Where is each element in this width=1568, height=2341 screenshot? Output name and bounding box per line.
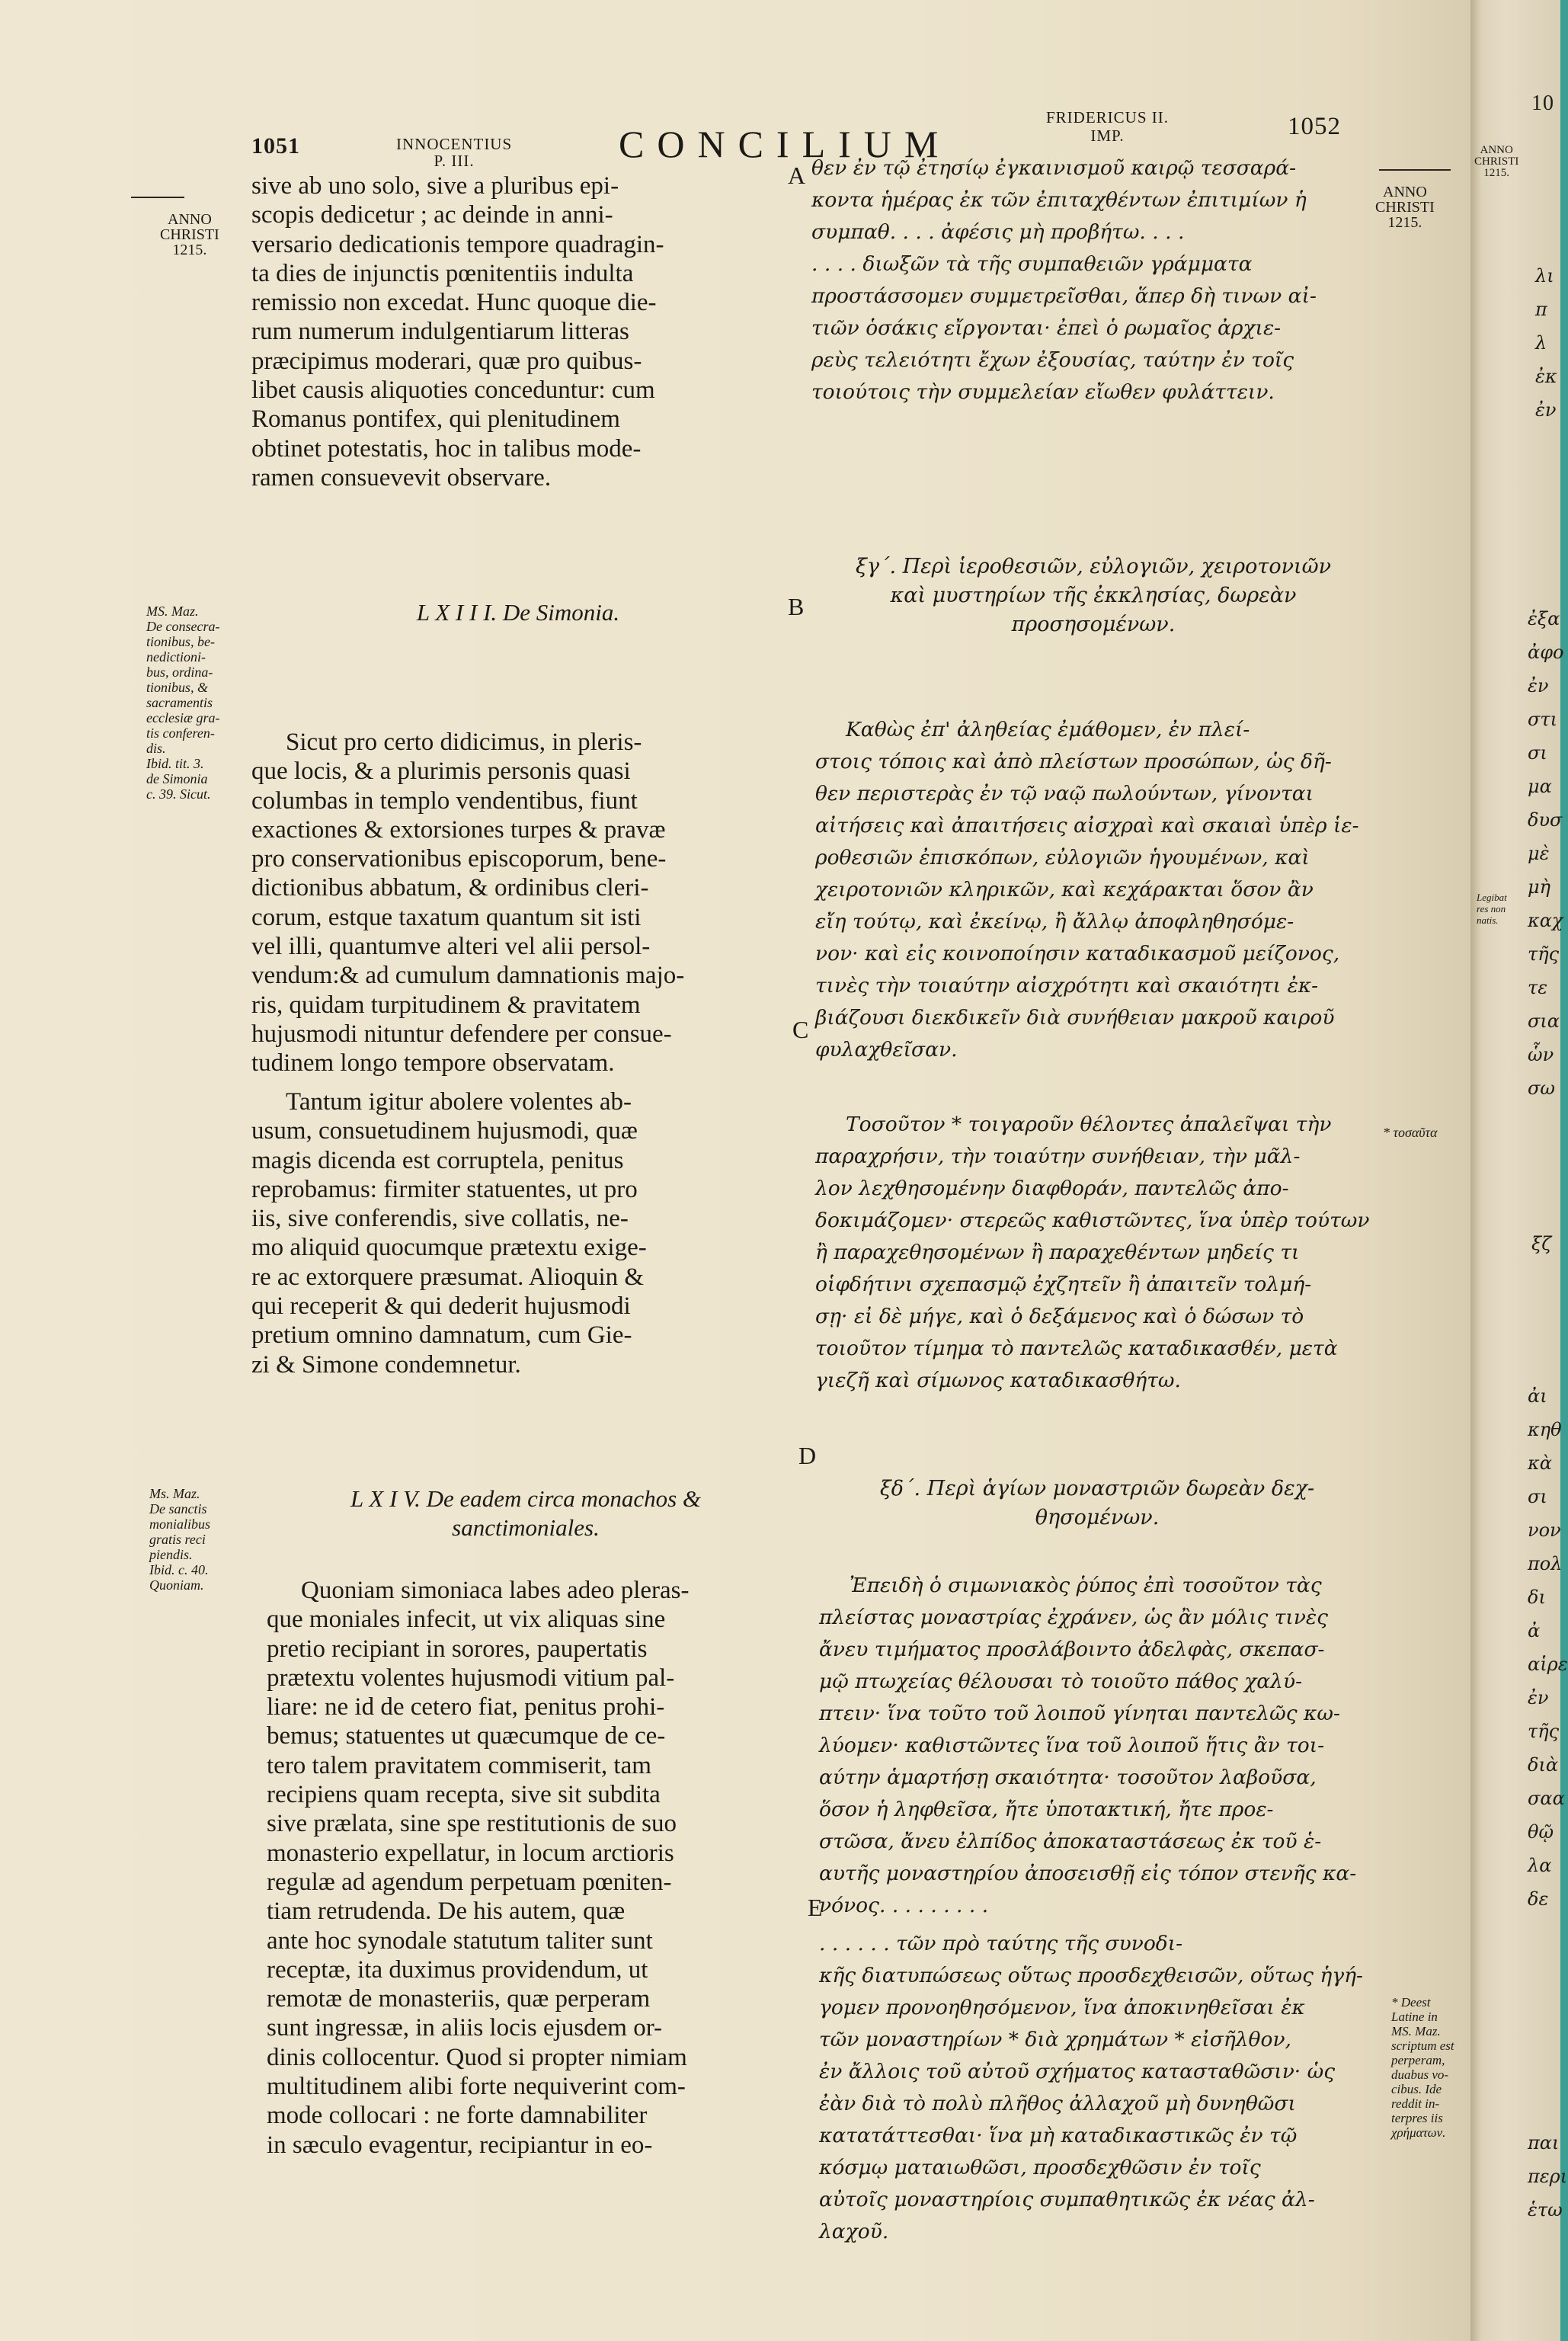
running-head-right-line1: FRIDERICUS II. <box>1046 108 1170 126</box>
greek-lxiv-paragraph-1: Ἐπειδὴ ὁ σιμωνιακὸς ῥύπος ἐπὶ τοσοῦτον τὰς πλείστας μοναστρίας ἐχράνεν, ὡς ἂν μόλις τινὲς ἄνευ τιμήματος προσλάβοιντο ἀδελφὰς, σκεπασ- μῷ πτωχείας θέλουσαι τὸ τοιοῦτο πάθος χαλύ- πτειν· ἵνα τοῦτο τοῦ λοιποῦ γίνηται παντελῶς κω- λύομεν· καθιστῶντες ἵνα τοῦ λοιποῦ ἥτις ἂν τοι- αύτην ἁμαρτήσῃ σκαιότητα· τοσοῦτον λαβοῦσα, ὅσον ἡ ληφθεῖσα, ἤτε ὑποτακτική, ἤτε προε- στῶσα, ἄνευ ἐλπίδος ἀποκαταστάσεως ἐκ τοῦ ἑ- αυτῆς μοναστηρίου ἀποσεισθῇ εἰς τόπον στενῆς κα- νόνος. . . . . . . . . <box>819 1574 1357 1917</box>
rule-right <box>1379 169 1451 171</box>
margin-note-tosouto: * τοσαῦτα <box>1383 1125 1438 1140</box>
latin-section-lxiii-title: L X I I I. De Simonia. <box>416 599 620 626</box>
greek-intro: θεν ἐν τῷ ἐτησίῳ ἐγκαινισμοῦ καιρῷ τεσσαρά- κοντα ἡμέρας ἐκ τῶν ἐπιταχθέντων ἐπιτιμίων ἡ συμπαθ. . . . ἀφέσις μὴ προβήτω. . . . . . . . διωξῶν τὰ τῆς συμπαθειῶν γράμματα προστάσσομεν συμμετρεῖσθαι, ἅπερ δὴ τινων αἰ- τιῶν ὁσάκις εἴργονται· ἐπεὶ ὁ ρωμαῖος ἀρχιε- ρεὺς τελειότητι ἔχων ἐξουσίας, ταύτην ἐν τοῖς τοιούτοις τὴν συμμελείαν εἴωθεν φυλάττειν. <box>811 156 1317 404</box>
facing-anno-christi: ANNO CHRISTI 1215. <box>1474 144 1519 179</box>
greek-section-lxiv-title: ξδ΄. Περὶ ἁγίων μοναστριῶν δωρεὰν δεχ- θησομένων. <box>879 1477 1315 1529</box>
margin-note-lxiii: MS. Maz. De consecra- tionibus, be- nedictioni- bus, ordina- tionibus, & sacramentis ecclesiæ gra- tis conferen- dis. Ibid. tit. 3. de Simonia c. 39. Sicut. <box>146 604 220 802</box>
facing-text-a: λι π λ ἐκ ἐν <box>1535 265 1557 421</box>
running-head-left-line2: P. III. <box>434 152 475 170</box>
greek-section-lxiii-title: ξγ΄. Περὶ ἱεροθεσιῶν, εὐλογιῶν, χειροτονιῶν καὶ μυστηρίων τῆς ἐκκλησίας, δωρεὰν προσησομένων. <box>855 555 1332 636</box>
section-letter-a: A <box>788 162 806 189</box>
anno-christi-right: ANNO CHRISTI 1215. <box>1375 184 1435 231</box>
page-number-right: 1052 <box>1288 113 1341 140</box>
facing-margin-note: Legibat res non natis. <box>1477 892 1507 926</box>
running-head-left-line1: INNOCENTIUS <box>396 135 513 153</box>
facing-text-c: ξζ <box>1531 1233 1552 1254</box>
facing-text-b: ἐξα ἀφο ἐν στι σι μα δυσ μὲ μὴ καχ τῆς τε σια ὧν σω <box>1528 608 1564 1099</box>
section-letter-c: C <box>792 1016 809 1043</box>
running-head-right-line2: IMP. <box>1090 126 1125 145</box>
page-number-left: 1051 <box>251 133 300 159</box>
margin-note-lxiv: Ms. Maz. De sanctis monialibus gratis reci piendis. Ibid. c. 40. Quoniam. <box>149 1486 211 1593</box>
running-head-right <box>1046 108 1169 145</box>
margin-note-deest: * Deest Latine in MS. Maz. scriptum est perperam, duabus vo- cibus. Ide reddit in- terpres iis χρήματων. <box>1391 1995 1454 2140</box>
running-head-left <box>396 136 512 169</box>
section-letter-b: B <box>788 593 805 620</box>
facing-page-edge <box>1470 0 1568 2341</box>
greek-lxiv-paragraph-2: . . . . . . τῶν πρὸ ταύτης τῆς συνοδι- κῆς διατυπώσεως οὕτως προσδεχθεισῶν, οὕτως ἡγή- γομεν προνοηθησόμενον, ἵνα ἀποκινηθεῖσαι ἐκ τῶν μοναστηρίων * διὰ χρημάτων * εἰσῆλθον, ἐν ἄλλοις τοῦ αὐτοῦ σχήματος κατασταθῶσιν· ὡς ἐὰν διὰ τὸ πολὺ πλῆθος ἀλλαχοῦ μὴ δυνηθῶσι κατατάττεσθαι· ἵνα μὴ καταδικαστικῶς ἐν τῷ κόσμῳ ματαιωθῶσι, προσδεχθῶσιν ἐν τοῖς αὐτοῖς μοναστηρίοις συμπαθητικῶς ἐκ νέας ἀλ- λαχοῦ. <box>819 1932 1363 2243</box>
latin-lxiv-paragraph-1: Quoniam simoniaca labes adeo pleras- que moniales infecit, ut vix aliquas sine pretio recipiant in sorores, paupertatis prætextu volentes hujusmodi vitium pal- liare: ne id de cetero fiat, penitus prohi- bemus; statuentes ut quæcumque de ce- tero talem pravitatem commiserit, tam recipiens quam recepta, sive sit subdita sive prælata, sine spe restitutionis de suo monasterio expellatur, in locum arctioris regulæ ad agendum perpetuam pœniten- tiam retrudenda. De his autem, quæ ante hoc synodale statutum taliter sunt receptæ, ita duximus providendum, ut remotæ de monasteriis, quæ perperam sunt ingressæ, in aliis locis ejusdem or- dinis collocentur. Quod si propter nimiam multitudinem alibi forte nequiverint com- mode collocari : ne forte damnabiliter in sæculo evagentur, recipiantur in eo- <box>267 1577 690 2159</box>
latin-intro: sive ab uno solo, sive a pluribus epi- scopis dedicetur ; ac deinde in anni- versario dedicationis tempore quadragin- ta dies de injunctis pœnitentiis indulta remissio non excedat. Hunc quoque die- rum numerum indulgentiarum litteras præcipimus moderari, quæ pro quibus- libet causis aliquoties conceduntur: cum Romanus pontifex, qui plenitudinem obtinet potestatis, hoc in talibus mode- ramen consuevevit observare. <box>251 172 664 492</box>
section-letter-e: E <box>808 1894 823 1921</box>
facing-text-e: παι περι ἑτω <box>1528 2132 1568 2221</box>
latin-lxiii-paragraph-2: Tantum igitur abolere volentes ab- usum, consuetudinem hujusmodi, quæ magis dicenda est corruptela, penitus reprobamus: firmiter statuentes, ut pro iis, sive conferendis, sive collatis, ne- mo aliquid quocumque prætextu exige- re ac extorquere præsumat. Alioquin & qui receperit & qui dederit hujusmodi pretium omnino damnatum, cum Gie- zi & Simone condemnetur. <box>251 1088 647 1379</box>
facing-text-d: ἀι κηθ κὰ σι νον πολ δι ἀ αἱρε ἐν τῆς διὰ σαα θῷ λα δε <box>1528 1385 1568 1910</box>
anno-christi-left: ANNO CHRISTI 1215. <box>160 211 219 258</box>
section-letter-d: D <box>798 1442 817 1469</box>
greek-lxiii-paragraph-1: Καθὼς ἐπ' ἀληθείας ἐμάθομεν, ἐν πλεί- στοις τόποις καὶ ἀπὸ πλείστων προσώπων, ὡς δῆ- θεν περιστερὰς ἐν τῷ ναῷ πωλούντων, γίνονται αἰτήσεις καὶ ἀπαιτήσεις αἰσχραὶ καὶ σκαιαὶ ὑπὲρ ἱε- ροθεσιῶν ἐπισκόπων, εὐλογιῶν ἡγουμένων, καὶ χειροτονιῶν κληρικῶν, καὶ κεχάρακται ὅσον ἂν εἴη τούτῳ, καὶ ἐκείνῳ, ἢ ἄλλῳ ἀποφληθησόμε- νον· καὶ εἰς κοινοποίησιν καταδικασμοῦ μείζονος, τινὲς τὴν τοιαύτην αἰσχρότητι καὶ σκαιότητι ἐκ- βιάζουσι διεκδικεῖν διὰ συνήθειαν μακροῦ καιροῦ φυλαχθεῖσαν. <box>815 718 1359 1062</box>
page-title: CONCILIUM <box>619 123 952 165</box>
facing-page-number: 10 <box>1531 91 1554 115</box>
latin-section-lxiv-title: L X I V. De eadem circa monachos & sanctimoniales. <box>350 1485 702 1541</box>
greek-lxiii-paragraph-2: Τοσοῦτον * τοιγαροῦν θέλοντες ἀπαλεῖψαι τὴν παραχρήσιν, τὴν τοιαύτην συνήθειαν, τὴν μᾶλ- λον λεχθησομένην διαφθοράν, παντελῶς ἀπο- δοκιμάζομεν· στερεῶς καθιστῶντες, ἵνα ὑπὲρ τούτων ἢ παραχεθησομένων ἢ παραχεθέντων μηδείς τι οἱφδήτινι σχεπασμῷ ἐχζητεῖν ἢ ἀπαιτεῖν τολμή- σῃ· εἰ δὲ μήγε, καὶ ὁ δεξάμενος καὶ ὁ δώσων τὸ τοιοῦτον τίμημα τὸ παντελῶς καταδικασθέν, μετὰ γιεζῆ καὶ σίμωνος καταδικασθήτω. <box>815 1113 1370 1392</box>
rule-left <box>131 197 184 198</box>
latin-lxiii-paragraph-1: Sicut pro certo didicimus, in pleris- que locis, & a plurimis personis quasi columbas in templo vendentibus, fiunt exactiones & extorsiones turpes & pravæ pro conservationibus episcoporum, bene- dictionibus abbatum, & ordinibus cleri- corum, estque taxatum quantum sit isti vel illi, quantumve alteri vel alii persol- vendum:& ad cumulum damnationis majo- ris, quidam turpitudinem & pravitatem hujusmodi nituntur defendere per consue- tudinem longo tempore observatam. <box>251 729 685 1078</box>
